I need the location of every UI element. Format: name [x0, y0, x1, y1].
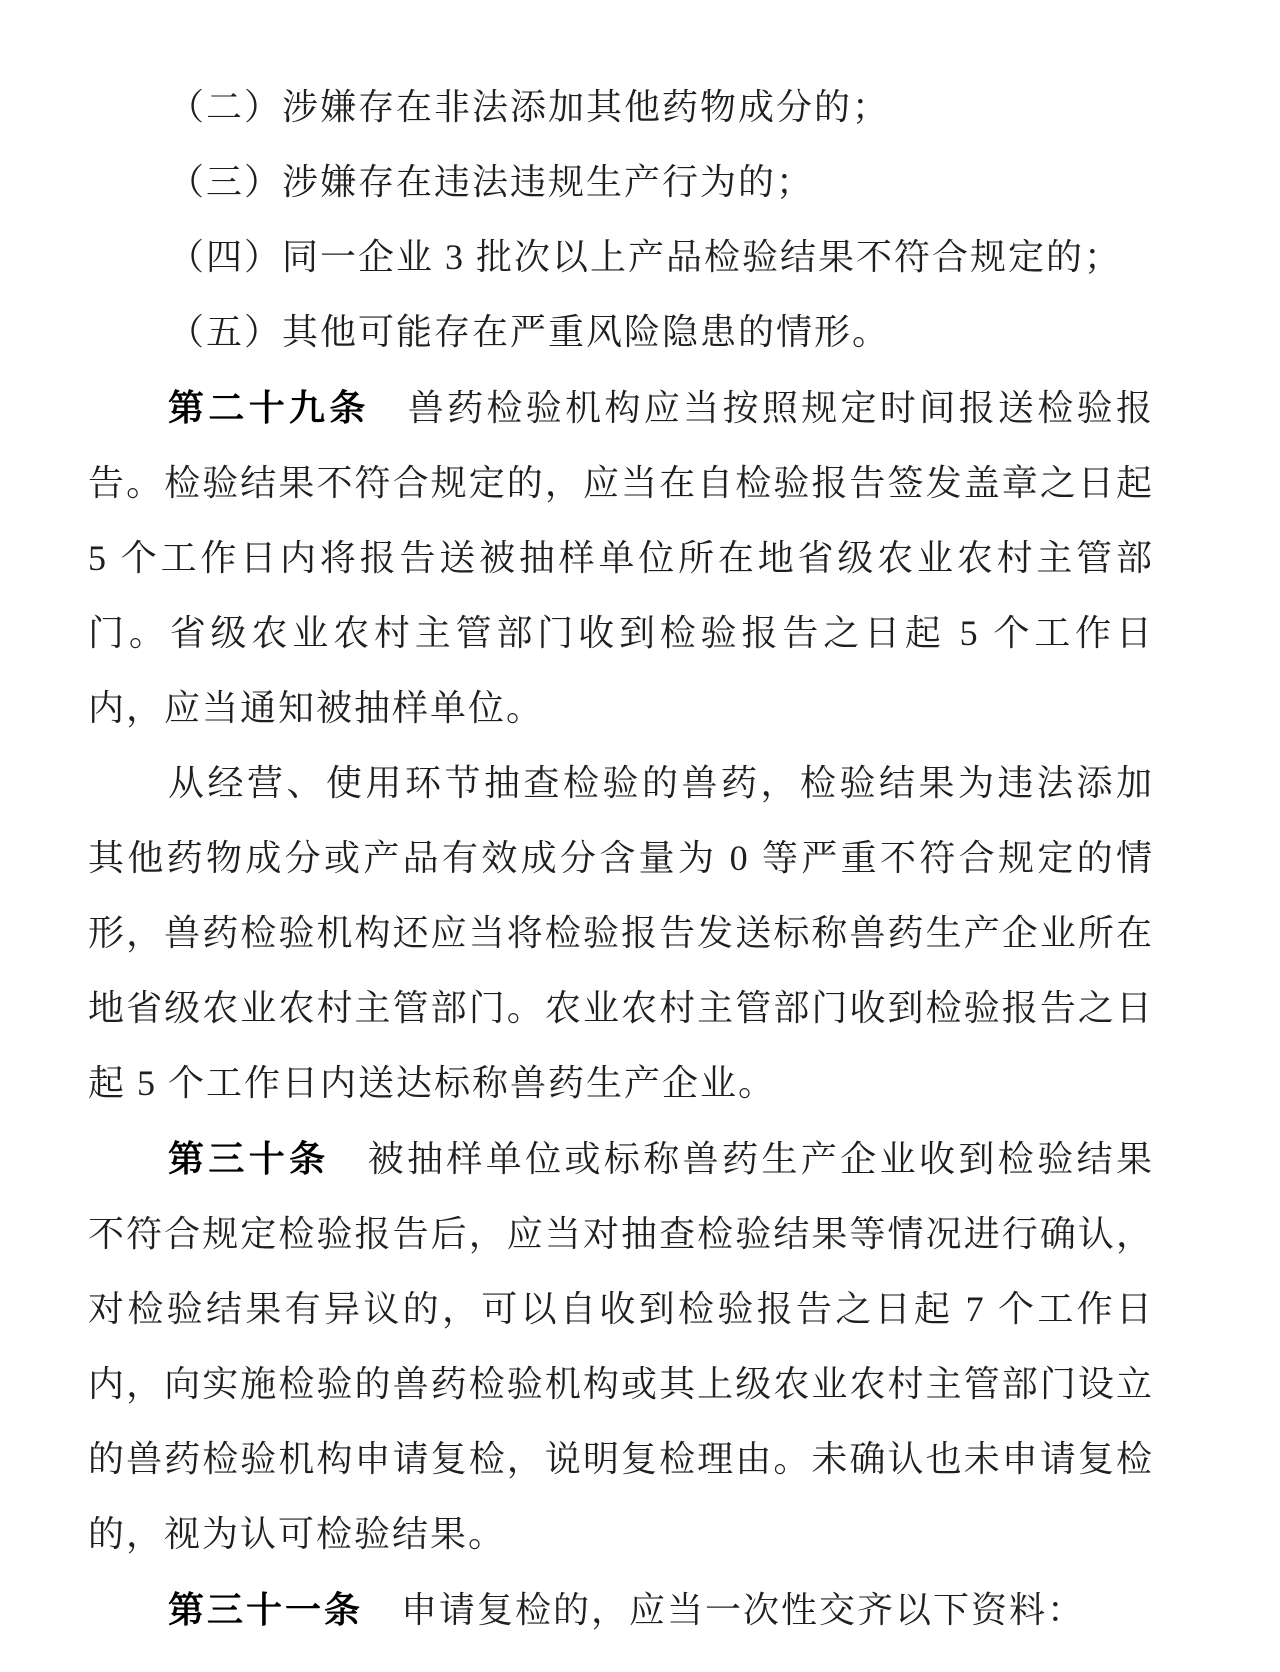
document-text-block: [88, 0, 1154, 1648]
clause-text: （二）涉嫌存在非法添加其他药物成分的；: [168, 87, 891, 127]
article-29-text: 兽药检验机构应当按照规定时间报送检验报告。检验结果不符合规定的，应当在自检验报告签发盖章之日起 5 个工作日内将报告送被抽样单位所在地省级农业农村主管部门。省级农业农村主管部门收到检验报告之日起 5 个工作日内，应当通知被抽样单位。: [88, 388, 1154, 728]
clause-text: （三）涉嫌存在违法违规生产行为的；: [168, 162, 815, 202]
body-paragraph-text: 从经营、使用环节抽查检验的兽药，检验结果为违法添加其他药物成分或产品有效成分含量为 0 等严重不符合规定的情形，兽药检验机构还应当将检验报告发送标称兽药生产企业所在地省级农业农村主管部门。农业农村主管部门收到检验报告之日起 5 个工作日内送达标称兽药生产企业。: [88, 763, 1154, 1103]
clause-item-3: [88, 145, 1154, 220]
article-30-text: 被抽样单位或标称兽药生产企业收到检验结果不符合规定检验报告后，应当对抽查检验结果等情况进行确认，对检验结果有异议的，可以自收到检验报告之日起 7 个工作日内，向实施检验的兽药检验机构或其上级农业农村主管部门设立的兽药检验机构申请复检，说明复检理由。未确认也未申请复检的，视为认可检验结果。: [88, 1139, 1154, 1554]
article-31-number: 第三十一条: [168, 1589, 364, 1630]
article-31-text: 申请复检的，应当一次性交齐以下资料：: [401, 1590, 1086, 1630]
clause-text: （五）其他可能存在严重风险隐患的情形。: [168, 312, 891, 352]
article-29-number: 第二十九条: [168, 387, 370, 428]
article-31-paragraph: [88, 1572, 1154, 1648]
article-30-number: 第三十条: [168, 1138, 330, 1179]
clause-item-2: [88, 70, 1154, 145]
clause-item-5: [88, 295, 1154, 370]
clause-item-4: [88, 220, 1154, 295]
article-29-paragraph: [88, 370, 1154, 746]
body-paragraph: [88, 746, 1154, 1121]
clause-text: （四）同一企业 3 批次以上产品检验结果不符合规定的；: [168, 237, 1123, 277]
article-30-paragraph: [88, 1121, 1154, 1572]
